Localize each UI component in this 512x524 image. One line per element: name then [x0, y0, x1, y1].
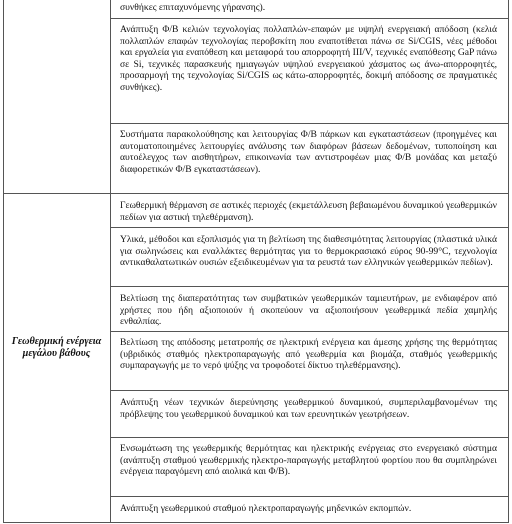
cell-text: Ανάπτυξη γεωθερμικού σταθμού ηλεκτροπαραγωγής μηδενικών εκπομπών.: [120, 503, 412, 514]
row-divider: [111, 331, 509, 332]
cell-text: συνθήκες επιταχυνόμενης γήρανσης).: [120, 2, 266, 13]
table-cell: [113, 293, 505, 328]
cell-text: Βελτίωση της απόδοσης μετατροπής σε ηλεκτρική ενέργεια και άμεσης χρήσης της θερμότητας (υβριδικός σταθμός ηλεκτροπαραγωγής από γεωθερμία και βιομάζα, σταθμός γεωθερμικής συμπαραγωγής με το νερό ψύξης να τροφοδοτεί δίκτυο τηλεθέρμανσης).: [120, 337, 497, 372]
table-cell: [113, 129, 505, 175]
document-page: [3, 0, 509, 524]
row-divider: [111, 123, 509, 124]
row-divider: [111, 227, 509, 228]
row-divider: [111, 390, 509, 391]
table-cell: [113, 24, 505, 94]
table-cell: [113, 234, 505, 269]
table-cell: [113, 337, 505, 372]
cell-text: Ενσωμάτωση της γεωθερμικής θερμότητας και ηλεκτρικής ενέργειας στο ενεργειακό σύστημα (ανάπτυξη σταθμού γεωθερμικής ηλεκτρο-παραγωγής μεταβλητού φορτίου που θα συμπληρώνει ενέργεια παραγόμενη από αιολικά και Φ/Β).: [120, 443, 497, 478]
table-cell: [113, 200, 505, 223]
table-cell: [113, 503, 505, 515]
cell-text: Βελτίωση της διαπερατότητας των συμβατικών γεωθερμικών ταμιευτήρων, με ενδιαφέρον από χρήστες που ήδη αξιοποιούν ή σκοπεύουν να αξιοποιήσουν γεωθερμικά πεδία χαμηλής ενθαλπίας.: [120, 293, 497, 328]
row-divider: [111, 496, 509, 497]
cell-text: Ανάπτυξη νέων τεχνικών διερεύνησης γεωθερμικού δυναμικού, συμπεριλαμβανομένων της πρόβλεψης του γεωθερμικού δυναμικού και των ερευνητικών γεωτρήσεων.: [120, 397, 497, 420]
cell-text: Υλικά, μέθοδοι και εξοπλισμός για τη βελτίωση της διαθεσιμότητας λειτουργίας (πλαστικά υλικά για σωληνώσεις και εναλλάκτες θερμότητας για το θερμοκρασιακό εύρος 90-99°C, τεχνολογία αντικαθαλατωτικών ουσιών εξειδικευμένων για τα ρευστά των ελληνικών γεωθερμικών πεδίων).: [120, 234, 497, 269]
table-cell: [113, 443, 505, 478]
row-divider: [111, 437, 509, 438]
cell-text: Γεωθερμική θέρμανση σε αστικές περιοχές (εκμετάλλευση βεβαιωμένου δυναμικού γεωθερμικών πεδίων για αστική τηλεθέρμανση).: [120, 200, 497, 223]
section-divider: [3, 193, 509, 194]
category-column: [3, 0, 111, 522]
cell-text: Ανάπτυξη Φ/Β κελιών τεχνολογίας πολλαπλών-επαφών με υψηλή ενεργειακή απόδοση (κελιά πολλαπλών επαφών τεχνολογίας περοβσκίτη που εναποτίθεται πάνω σε Si/CGIS, νέες μέθοδοι και εργαλεία για εναπόθεση και μεταφορά του απορροφητή III/V, τεχνικές εναπόθεσης GaP πάνω σε Si, τεχνικές παρασκευής ημιαγωγών υψηλού ενεργειακού χάσματος ως άνω-απορροφητές, προσαρμογή της τεχνολογίας Si/CGIS ως κάτω-απορροφητές, δοκιμή απόδοσης σε πραγματικές συνθήκες).: [120, 24, 497, 93]
row-divider: [111, 286, 509, 287]
row-divider: [111, 18, 509, 19]
category-label: Γεωθερμική ενέργεια μεγάλου βάθους: [11, 336, 102, 359]
table-cell: [113, 2, 505, 14]
table-cell: [113, 397, 505, 420]
cell-text: Συστήματα παρακολούθησης και λειτουργίας Φ/Β πάρκων και εγκαταστάσεων (προηγμένες και αυτοματοποιημένες λειτουργίες ανάλυσης των διαφόρων βάσεων δεδομένων, τυποποίηση και αυτοέλεγχος των αισθητήρων, επικοινωνία των αντιστροφέων μιας Φ/Β μονάδας και μεταξύ διαφορετικών Φ/Β εγκαταστάσεων).: [120, 129, 497, 175]
